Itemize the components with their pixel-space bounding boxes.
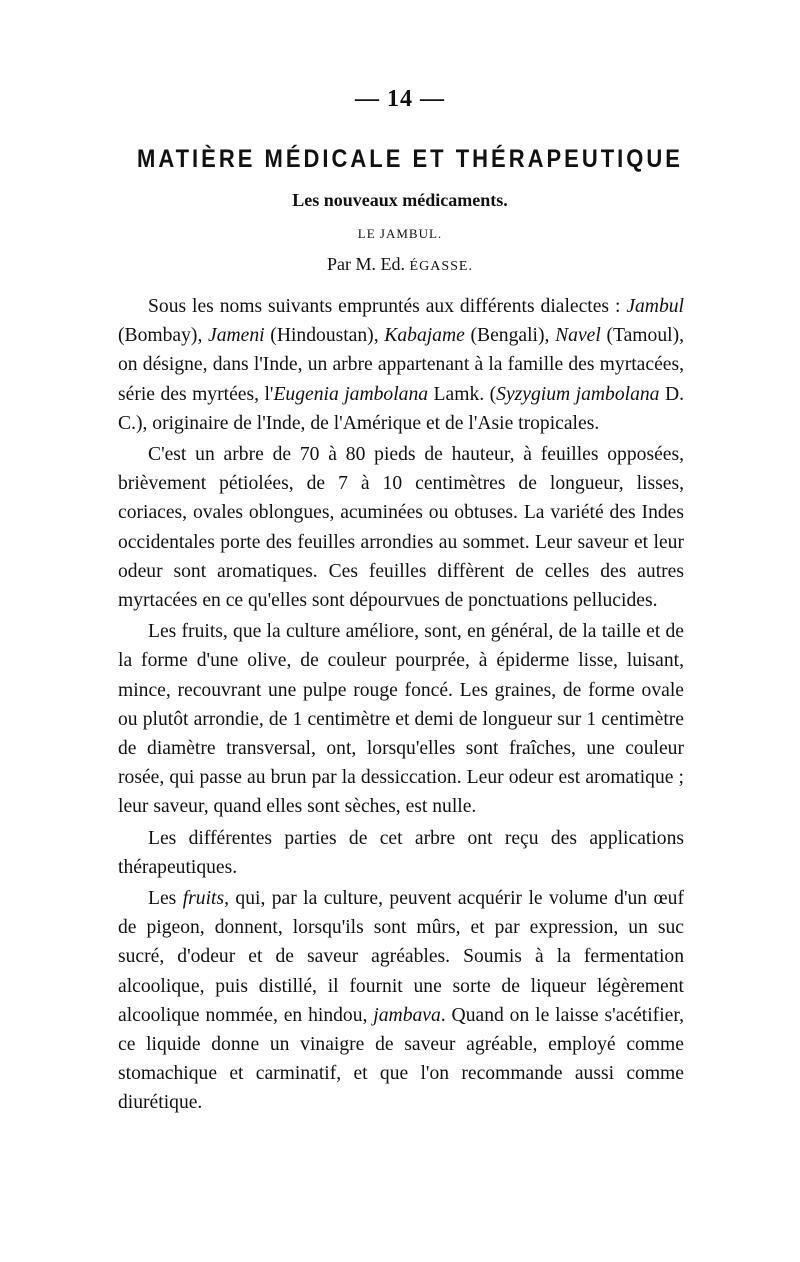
article-title: LE JAMBUL. (357, 226, 443, 241)
author-prefix: Par M. Ed. (327, 254, 410, 274)
text-run: Sous les noms suivants empruntés aux différents dialectes : (148, 296, 627, 317)
article-body (118, 292, 684, 1120)
text-run: . Quand on le laisse s'acétifier, ce liquide donne un vinaigre de saveur agréable, employé comme stomachique et carminatif, et que l'on recommande aussi comme diurétique. (118, 1004, 684, 1114)
page-number: — 14 — (355, 86, 445, 112)
text-run: (Bengali), (464, 325, 556, 347)
author-name: ÉGASSE. (409, 259, 473, 274)
text-run: (Bombay), (118, 325, 209, 347)
paragraph (118, 440, 684, 615)
author-line (0, 254, 800, 275)
italic-term: jambava (373, 1004, 441, 1026)
italic-term: fruits (182, 888, 225, 910)
italic-term: Kabajame (384, 325, 465, 347)
text-run: Les (148, 888, 183, 910)
italic-term: Eugenia jambolana (273, 383, 429, 405)
text-run: (Hindoustan), (264, 325, 385, 347)
text-run: (Tamoul), on désigne, dans l'Inde, un arbre appartenant à la famille des myrtacées, série des myrtées, l' (118, 325, 684, 405)
paragraph (118, 617, 684, 821)
paragraph (118, 824, 684, 882)
italic-term: Syzygium jambolana (496, 383, 660, 405)
text-run: Les fruits, que la culture améliore, sont, en général, de la taille et de la forme d'une olive, de couleur pourprée, à épiderme lisse, luisant, mince, recouvrant une pulpe rouge foncé. Les graines, de forme ovale ou plutôt arrondie, de 1 centimètre et demi de longueur sur 1 centimètre de diamètre transversal, ont, lorsqu'elles sont fraîches, une couleur rosée, qui passe au brun par la dessiccation. Leur odeur est aromatique ; leur saveur, quand elles sont sèches, est nulle. (118, 621, 684, 818)
text-run: Lamk. ( (428, 383, 497, 405)
paragraph (118, 292, 684, 438)
italic-term: Jambul (626, 296, 684, 317)
italic-term: Jameni (208, 325, 265, 347)
text-run: , qui, par la culture, peuvent acquérir le volume d'un œuf de pigeon, donnent, lorsqu'ils sont mûrs, et par expression, un suc sucré, d'odeur et de saveur agréables. Soumis à la fermentation alcoolique, puis distillé, il fournit une sorte de liqueur légèrement alcoolique nommée, en hindou, (118, 888, 684, 1026)
subtitle: Les nouveaux médicaments. (292, 190, 508, 210)
text-run: D. C.), originaire de l'Inde, de l'Amérique et de l'Asie tropicales. (118, 383, 684, 434)
paragraph (118, 884, 684, 1118)
section-title: MATIÈRE MÉDICALE ET THÉRAPEUTIQUE (137, 144, 683, 173)
text-run: Les différentes parties de cet arbre ont reçu des applications thérapeutiques. (118, 827, 684, 878)
text-run: C'est un arbre de 70 à 80 pieds de hauteur, à feuilles opposées, brièvement pétiolées, de 7 à 10 centimètres de longueur, lisses, coriaces, ovales oblongues, acuminées ou obtuses. La variété des Indes occidentales porte des feuilles arrondies au sommet. Leur saveur et leur odeur sont aromatiques. Ces feuilles diffèrent de celles des autres myrtacées en ce qu'elles sont dépourvues de ponctuations pellucides. (118, 444, 684, 612)
italic-term: Navel (555, 325, 601, 347)
